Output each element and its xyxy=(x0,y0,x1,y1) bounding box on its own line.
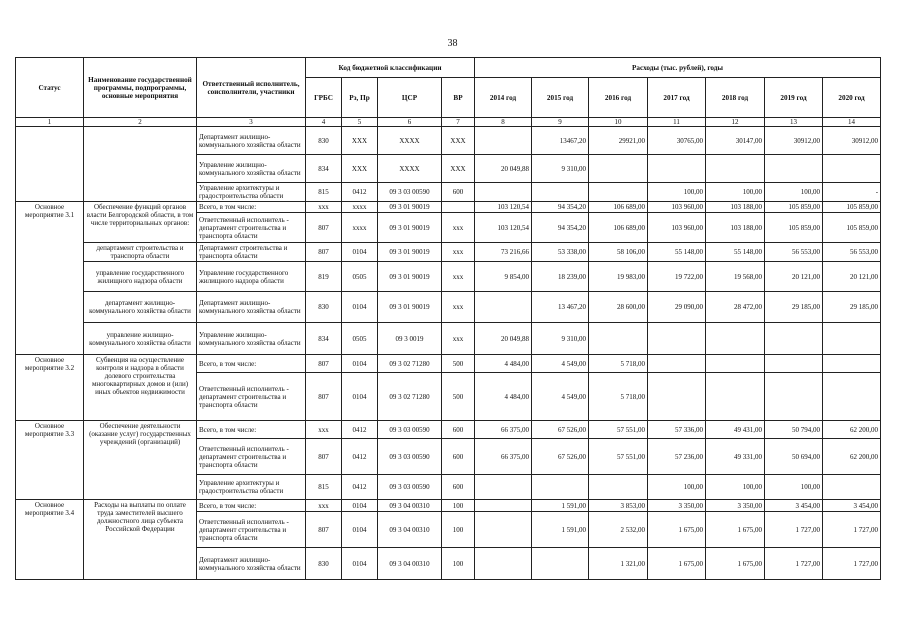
value-cell: 103 120,54 xyxy=(475,213,532,243)
index-cell: 1 xyxy=(16,118,84,127)
rzpr-cell: хххх xyxy=(342,213,378,243)
value-cell: 1 727,00 xyxy=(765,512,823,548)
grbs-cell: 830 xyxy=(306,127,342,155)
index-cell: 11 xyxy=(648,118,706,127)
grbs-cell: ххх xyxy=(306,500,342,512)
grbs-cell: 807 xyxy=(306,213,342,243)
col-grbs: ГРБС xyxy=(306,78,342,118)
responsible-cell: Департамент жилищно-коммунального хозяйства области xyxy=(197,548,306,580)
value-cell: 20 049,88 xyxy=(475,155,532,183)
value-cell: 103 960,00 xyxy=(648,213,706,243)
table-row xyxy=(16,355,881,373)
col-name: Наименование государственной программы, подпрограммы, основные мероприятия xyxy=(84,58,197,118)
vr-cell: 600 xyxy=(442,475,475,500)
value-cell xyxy=(475,475,532,500)
csr-cell: 09 3 03 00590 xyxy=(378,439,442,475)
responsible-cell: Ответственный исполнитель - департамент строительства и транспорта области xyxy=(197,373,306,421)
value-cell: 29 090,00 xyxy=(648,292,706,323)
value-cell xyxy=(823,475,881,500)
vr-cell: ххх xyxy=(442,292,475,323)
rzpr-cell: ХХХ xyxy=(342,127,378,155)
value-cell: 57 551,00 xyxy=(589,439,648,475)
name-cell: управление жилищно-коммунального хозяйства области xyxy=(84,323,197,355)
responsible-cell: Управление архитектуры и градостроительства области xyxy=(197,475,306,500)
csr-cell: 09 3 03 00590 xyxy=(378,183,442,202)
responsible-cell: Управление государственного жилищного надзора области xyxy=(197,262,306,292)
table-row xyxy=(16,262,881,292)
col-year: 2018 год xyxy=(706,78,765,118)
vr-cell: ххх xyxy=(442,213,475,243)
rzpr-cell: 0104 xyxy=(342,355,378,373)
value-cell: 28 600,00 xyxy=(589,292,648,323)
name-cell: управление государственного жилищного надзора области xyxy=(84,262,197,292)
value-cell: 30912,00 xyxy=(765,127,823,155)
value-cell: 29921,00 xyxy=(589,127,648,155)
csr-cell: 09 3 01 90019 xyxy=(378,262,442,292)
status-cell: Основное мероприятие 3.3 xyxy=(16,421,84,500)
table-row xyxy=(16,421,881,439)
value-cell: - xyxy=(823,183,881,202)
rzpr-cell: 0412 xyxy=(342,183,378,202)
value-cell: 4 549,00 xyxy=(532,355,589,373)
value-cell xyxy=(475,292,532,323)
value-cell: 66 375,00 xyxy=(475,439,532,475)
vr-cell: 600 xyxy=(442,421,475,439)
grbs-cell: 807 xyxy=(306,355,342,373)
value-cell: 55 148,00 xyxy=(706,243,765,262)
value-cell: 49 431,00 xyxy=(706,421,765,439)
table-row xyxy=(16,500,881,512)
value-cell: 57 551,00 xyxy=(589,421,648,439)
index-cell: 9 xyxy=(532,118,589,127)
value-cell: 3 454,00 xyxy=(823,500,881,512)
value-cell: 56 553,00 xyxy=(765,243,823,262)
csr-cell: 09 3 01 90019 xyxy=(378,202,442,213)
rzpr-cell: 0412 xyxy=(342,475,378,500)
value-cell xyxy=(532,475,589,500)
responsible-cell: Всего, в том числе: xyxy=(197,202,306,213)
index-cell: 7 xyxy=(442,118,475,127)
value-cell: 3 350,00 xyxy=(648,500,706,512)
name-cell: Субвенция на осуществление контроля и надзора в области долевого строительства многоквартирных домов и (или) иных объектов недвижимости xyxy=(84,355,197,421)
rzpr-cell: 0505 xyxy=(342,323,378,355)
grbs-cell: ххх xyxy=(306,421,342,439)
name-cell: Обеспечение деятельности (оказание услуг) государственных учреждений (организаций) xyxy=(84,421,197,500)
value-cell: 1 675,00 xyxy=(648,512,706,548)
value-cell xyxy=(765,323,823,355)
index-cell: 3 xyxy=(197,118,306,127)
rzpr-cell: 0505 xyxy=(342,262,378,292)
page-number: 38 xyxy=(447,38,458,49)
rzpr-cell: 0412 xyxy=(342,439,378,475)
value-cell xyxy=(648,373,706,421)
col-responsible: Ответственный исполнитель, соисполнители, участники xyxy=(197,58,306,118)
table-row xyxy=(16,323,881,355)
value-cell: 100,00 xyxy=(765,183,823,202)
value-cell: 1 675,00 xyxy=(706,548,765,580)
value-cell: 100,00 xyxy=(706,475,765,500)
value-cell xyxy=(648,323,706,355)
value-cell: 105 859,00 xyxy=(765,202,823,213)
index-cell: 14 xyxy=(823,118,881,127)
value-cell: 1 675,00 xyxy=(706,512,765,548)
name-cell: Расходы на выплаты по оплате труда заместителей высшего должностного лица субъекта Российской Федерации xyxy=(84,500,197,580)
value-cell: 100,00 xyxy=(648,475,706,500)
value-cell: 29 185,00 xyxy=(765,292,823,323)
vr-cell: ххх xyxy=(442,243,475,262)
vr-cell: 100 xyxy=(442,500,475,512)
value-cell: 1 727,00 xyxy=(823,548,881,580)
value-cell: 30147,00 xyxy=(706,127,765,155)
col-budget-code: Код бюджетной классификации xyxy=(306,58,475,78)
vr-cell xyxy=(442,202,475,213)
vr-cell: 100 xyxy=(442,548,475,580)
responsible-cell: Ответственный исполнитель - департамент строительства и транспорта области xyxy=(197,512,306,548)
value-cell: 4 484,00 xyxy=(475,355,532,373)
csr-cell: 09 3 02 71280 xyxy=(378,355,442,373)
responsible-cell: Управление жилищно-коммунального хозяйства области xyxy=(197,323,306,355)
col-expenses: Расходы (тыс. рублей), годы xyxy=(475,58,881,78)
responsible-cell: Управление жилищно-коммунального хозяйства области xyxy=(197,155,306,183)
responsible-cell: Всего, в том числе: xyxy=(197,355,306,373)
rzpr-cell: хххх xyxy=(342,202,378,213)
value-cell: 1 727,00 xyxy=(765,548,823,580)
value-cell: 3 454,00 xyxy=(765,500,823,512)
table-row xyxy=(16,243,881,262)
value-cell xyxy=(765,355,823,373)
value-cell: 103 188,00 xyxy=(706,213,765,243)
col-status: Статус xyxy=(16,58,84,118)
value-cell: 1 591,00 xyxy=(532,500,589,512)
value-cell xyxy=(823,155,881,183)
csr-cell: 09 3 02 71280 xyxy=(378,373,442,421)
rzpr-cell: 0104 xyxy=(342,548,378,580)
value-cell: 30912,00 xyxy=(823,127,881,155)
value-cell: 5 718,00 xyxy=(589,355,648,373)
responsible-cell: Всего, в том числе: xyxy=(197,421,306,439)
name-cell: департамент строительства и транспорта области xyxy=(84,243,197,262)
index-cell: 4 xyxy=(306,118,342,127)
value-cell xyxy=(475,183,532,202)
value-cell: 66 375,00 xyxy=(475,421,532,439)
value-cell xyxy=(589,475,648,500)
status-cell: Основное мероприятие 3.4 xyxy=(16,500,84,580)
vr-cell: 500 xyxy=(442,355,475,373)
responsible-cell: Ответственный исполнитель - департамент строительства и транспорта области xyxy=(197,213,306,243)
value-cell: 53 338,00 xyxy=(532,243,589,262)
csr-cell: ХХХХ xyxy=(378,127,442,155)
value-cell xyxy=(706,323,765,355)
value-cell xyxy=(532,183,589,202)
grbs-cell: 807 xyxy=(306,243,342,262)
value-cell: 73 216,66 xyxy=(475,243,532,262)
csr-cell: 09 3 04 00310 xyxy=(378,500,442,512)
value-cell: 56 553,00 xyxy=(823,243,881,262)
index-row xyxy=(16,118,881,127)
status-cell: Основное мероприятие 3.1 xyxy=(16,202,84,355)
value-cell: 19 722,00 xyxy=(648,262,706,292)
responsible-cell: Департамент жилищно-коммунального хозяйства области xyxy=(197,292,306,323)
value-cell xyxy=(765,373,823,421)
table-row xyxy=(16,127,881,155)
name-cell xyxy=(84,127,197,202)
value-cell: 57 236,00 xyxy=(648,439,706,475)
grbs-cell: 830 xyxy=(306,292,342,323)
responsible-cell: Управление архитектуры и градостроительства области xyxy=(197,183,306,202)
grbs-cell: 819 xyxy=(306,262,342,292)
vr-cell: 100 xyxy=(442,512,475,548)
value-cell: 105 859,00 xyxy=(823,202,881,213)
value-cell xyxy=(706,155,765,183)
value-cell: 9 310,00 xyxy=(532,155,589,183)
value-cell: 103 120,54 xyxy=(475,202,532,213)
csr-cell: 09 3 03 00590 xyxy=(378,421,442,439)
vr-cell: 600 xyxy=(442,439,475,475)
value-cell: 105 859,00 xyxy=(823,213,881,243)
vr-cell: ххх xyxy=(442,323,475,355)
index-cell: 8 xyxy=(475,118,532,127)
index-cell: 6 xyxy=(378,118,442,127)
vr-cell: ххх xyxy=(442,262,475,292)
rzpr-cell: 0104 xyxy=(342,512,378,548)
csr-cell: ХХХХ xyxy=(378,155,442,183)
grbs-cell: 815 xyxy=(306,183,342,202)
value-cell xyxy=(475,127,532,155)
value-cell: 106 689,00 xyxy=(589,213,648,243)
value-cell: 103 960,00 xyxy=(648,202,706,213)
rzpr-cell: 0104 xyxy=(342,243,378,262)
header-row-1 xyxy=(16,58,881,78)
value-cell: 28 472,00 xyxy=(706,292,765,323)
grbs-cell: 830 xyxy=(306,548,342,580)
value-cell: 13467,20 xyxy=(532,127,589,155)
grbs-cell: 834 xyxy=(306,155,342,183)
col-year: 2014 год xyxy=(475,78,532,118)
table-row xyxy=(16,292,881,323)
csr-cell: 09 3 01 90019 xyxy=(378,292,442,323)
value-cell: 57 336,00 xyxy=(648,421,706,439)
value-cell xyxy=(765,155,823,183)
value-cell: 94 354,20 xyxy=(532,202,589,213)
rzpr-cell: ХХХ xyxy=(342,155,378,183)
grbs-cell: 807 xyxy=(306,373,342,421)
value-cell: 55 148,00 xyxy=(648,243,706,262)
value-cell: 49 331,00 xyxy=(706,439,765,475)
name-cell: Обеспечение функций органов власти Белгородской области, в том числе территориальных органов: xyxy=(84,202,197,243)
value-cell xyxy=(589,183,648,202)
status-cell: Основное мероприятие 3.2 xyxy=(16,355,84,421)
value-cell: 4 484,00 xyxy=(475,373,532,421)
value-cell: 9 310,00 xyxy=(532,323,589,355)
value-cell: 20 121,00 xyxy=(765,262,823,292)
value-cell: 1 591,00 xyxy=(532,512,589,548)
value-cell: 4 549,00 xyxy=(532,373,589,421)
vr-cell: ХХХ xyxy=(442,127,475,155)
value-cell: 50 794,00 xyxy=(765,421,823,439)
value-cell xyxy=(475,512,532,548)
col-csr: ЦСР xyxy=(378,78,442,118)
value-cell xyxy=(823,373,881,421)
value-cell xyxy=(823,355,881,373)
value-cell xyxy=(706,355,765,373)
value-cell: 100,00 xyxy=(648,183,706,202)
col-year: 2016 год xyxy=(589,78,648,118)
status-cell xyxy=(16,127,84,202)
vr-cell: 600 xyxy=(442,183,475,202)
grbs-cell: 834 xyxy=(306,323,342,355)
value-cell: 18 239,00 xyxy=(532,262,589,292)
index-cell: 12 xyxy=(706,118,765,127)
value-cell: 62 200,00 xyxy=(823,439,881,475)
value-cell xyxy=(648,155,706,183)
value-cell xyxy=(589,323,648,355)
value-cell: 19 983,00 xyxy=(589,262,648,292)
value-cell: 58 106,00 xyxy=(589,243,648,262)
value-cell xyxy=(823,323,881,355)
rzpr-cell: 0104 xyxy=(342,292,378,323)
value-cell xyxy=(648,355,706,373)
value-cell: 67 526,00 xyxy=(532,439,589,475)
csr-cell: 09 3 04 00310 xyxy=(378,512,442,548)
value-cell: 3 350,00 xyxy=(706,500,765,512)
value-cell: 13 467,20 xyxy=(532,292,589,323)
col-year: 2017 год xyxy=(648,78,706,118)
col-year: 2020 год xyxy=(823,78,881,118)
value-cell: 1 675,00 xyxy=(648,548,706,580)
value-cell: 105 859,00 xyxy=(765,213,823,243)
index-cell: 2 xyxy=(84,118,197,127)
csr-cell: 09 3 01 90019 xyxy=(378,213,442,243)
responsible-cell: Всего, в том числе: xyxy=(197,500,306,512)
vr-cell: ХХХ xyxy=(442,155,475,183)
value-cell: 100,00 xyxy=(765,475,823,500)
col-vr: ВР xyxy=(442,78,475,118)
table-row xyxy=(16,202,881,213)
value-cell: 100,00 xyxy=(706,183,765,202)
col-year: 2019 год xyxy=(765,78,823,118)
value-cell xyxy=(532,548,589,580)
value-cell xyxy=(475,548,532,580)
grbs-cell: ххх xyxy=(306,202,342,213)
col-rzpr: Рз, Пр xyxy=(342,78,378,118)
value-cell: 30765,00 xyxy=(648,127,706,155)
csr-cell: 09 3 03 00590 xyxy=(378,475,442,500)
responsible-cell: Департамент строительства и транспорта области xyxy=(197,243,306,262)
value-cell: 67 526,00 xyxy=(532,421,589,439)
rzpr-cell: 0104 xyxy=(342,500,378,512)
rzpr-cell: 0412 xyxy=(342,421,378,439)
csr-cell: 09 3 01 90019 xyxy=(378,243,442,262)
vr-cell: 500 xyxy=(442,373,475,421)
value-cell: 1 321,00 xyxy=(589,548,648,580)
value-cell xyxy=(475,500,532,512)
value-cell: 50 694,00 xyxy=(765,439,823,475)
name-cell: департамент жилищно-коммунального хозяйства области xyxy=(84,292,197,323)
csr-cell: 09 3 04 00310 xyxy=(378,548,442,580)
budget-table xyxy=(15,57,881,580)
value-cell: 5 718,00 xyxy=(589,373,648,421)
value-cell: 62 200,00 xyxy=(823,421,881,439)
col-year: 2015 год xyxy=(532,78,589,118)
csr-cell: 09 3 0019 xyxy=(378,323,442,355)
value-cell: 103 188,00 xyxy=(706,202,765,213)
responsible-cell: Ответственный исполнитель - департамент строительства и транспорта области xyxy=(197,439,306,475)
responsible-cell: Департамент жилищно-коммунального хозяйства области xyxy=(197,127,306,155)
value-cell: 2 532,00 xyxy=(589,512,648,548)
value-cell: 1 727,00 xyxy=(823,512,881,548)
value-cell: 19 568,00 xyxy=(706,262,765,292)
value-cell: 29 185,00 xyxy=(823,292,881,323)
grbs-cell: 815 xyxy=(306,475,342,500)
index-cell: 10 xyxy=(589,118,648,127)
value-cell: 94 354,20 xyxy=(532,213,589,243)
value-cell: 20 121,00 xyxy=(823,262,881,292)
index-cell: 5 xyxy=(342,118,378,127)
grbs-cell: 807 xyxy=(306,512,342,548)
grbs-cell: 807 xyxy=(306,439,342,475)
value-cell xyxy=(589,155,648,183)
rzpr-cell: 0104 xyxy=(342,373,378,421)
index-cell: 13 xyxy=(765,118,823,127)
value-cell: 9 854,00 xyxy=(475,262,532,292)
value-cell: 106 689,00 xyxy=(589,202,648,213)
value-cell: 20 049,88 xyxy=(475,323,532,355)
value-cell: 3 853,00 xyxy=(589,500,648,512)
value-cell xyxy=(706,373,765,421)
